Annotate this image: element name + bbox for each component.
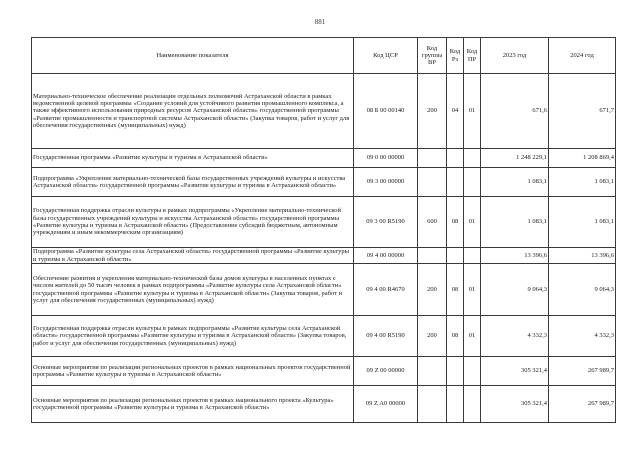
- header-name: Наименование показателя: [32, 38, 354, 74]
- row-vr: 200: [418, 264, 447, 316]
- row-pr: [464, 248, 481, 264]
- row-rz: 08: [447, 316, 464, 357]
- row-name: Государственная поддержка отрасли культуры в рамках подпрограммы «Укрепление материально-технической базы государственных учреждений культуры и искусства Астраханской области» государственной программы «Развитие культуры и туризма в Астраханской области» (Предоставление субсидий бюджетным, автономным учреждениям и иным некоммерческим организациям): [32, 197, 354, 248]
- budget-table: [31, 37, 616, 423]
- row-name: Основные мероприятия по реализации региональных проектов в рамках национальных проектов государственной программы «Развитие культуры и туризма в Астраханской области»: [32, 357, 354, 386]
- row-rz: [447, 149, 464, 168]
- table-row: [32, 264, 616, 316]
- row-name: Государственная программа «Развитие культуры и туризма в Астраханской области»: [32, 149, 354, 168]
- row-pr: [464, 386, 481, 423]
- row-csr: 09 0 00 00000: [354, 149, 418, 168]
- table-row: [32, 197, 616, 248]
- row-vr: [418, 149, 447, 168]
- row-pr: 01: [464, 74, 481, 149]
- row-2024: 267 989,7: [549, 386, 616, 423]
- header-vr: Код группы ВР: [418, 38, 447, 74]
- row-2024: 1 208 869,4: [549, 149, 616, 168]
- row-pr: [464, 168, 481, 197]
- row-2024: 9 064,3: [549, 264, 616, 316]
- row-vr: 600: [418, 197, 447, 248]
- row-name: Материально-техническое обеспечение реализации отдельных полномочий Астраханской области в рамках ведомственной целевой программы «Создание условий для устойчивого развития промышленного комплекса, а также эффективного использования природных ресурсов Астраханской области» государственной программы «Развитие промышленности и транспортной системы Астраханской области» (Закупка товаров, работ и услуг для обеспечения государственных (муниципальных) нужд): [32, 74, 354, 149]
- row-name: Основные мероприятия по реализации региональных проектов в рамках национального проекта «Культура» государственной программы «Развитие культуры и туризма в Астраханской области»: [32, 386, 354, 423]
- row-rz: [447, 248, 464, 264]
- row-vr: [418, 386, 447, 423]
- row-2024: 4 332,3: [549, 316, 616, 357]
- row-2023: 1 083,1: [481, 197, 549, 248]
- header-row: [32, 38, 616, 74]
- table-row: [32, 248, 616, 264]
- row-name: Государственная поддержка отрасли культуры в рамках подпрограммы «Развитие культуры села Астраханской области» государственной программы «Развитие культуры и туризма в Астраханской области» (Закупка товаров, работ и услуг для обеспечения государственных (муниципальных) нужд): [32, 316, 354, 357]
- row-pr: 01: [464, 316, 481, 357]
- row-name: Подпрограмма «Укрепление материально-технической базы государственных учреждений культуры и искусства Астраханской области» государственной программы «Развитие культуры и туризма в Астраханской области»: [32, 168, 354, 197]
- table-row: [32, 149, 616, 168]
- row-2023: 4 332,3: [481, 316, 549, 357]
- row-vr: [418, 168, 447, 197]
- row-rz: 04: [447, 74, 464, 149]
- row-pr: [464, 149, 481, 168]
- row-name: Подпрограмма «Развитие культуры села Астраханской области» государственной программы «Развитие культуры и туризма в Астраханской области»: [32, 248, 354, 264]
- header-2024: 2024 год: [549, 38, 616, 74]
- row-vr: 200: [418, 316, 447, 357]
- row-2024: 1 083,1: [549, 168, 616, 197]
- row-2024: 13 396,6: [549, 248, 616, 264]
- row-rz: [447, 357, 464, 386]
- row-2024: 671,7: [549, 74, 616, 149]
- table-row: [32, 357, 616, 386]
- row-2023: 9 064,3: [481, 264, 549, 316]
- row-csr: 09 4 00 00000: [354, 248, 418, 264]
- row-2024: 267 989,7: [549, 357, 616, 386]
- row-2023: 671,6: [481, 74, 549, 149]
- row-vr: [418, 248, 447, 264]
- table-row: [32, 74, 616, 149]
- row-csr: 09 3 00 00000: [354, 168, 418, 197]
- table-row: [32, 168, 616, 197]
- table-row: [32, 316, 616, 357]
- row-pr: [464, 357, 481, 386]
- row-vr: [418, 357, 447, 386]
- row-vr: 200: [418, 74, 447, 149]
- row-2023: 13 396,6: [481, 248, 549, 264]
- row-rz: [447, 386, 464, 423]
- table-row: [32, 386, 616, 423]
- row-csr: 09 3 00 R5190: [354, 197, 418, 248]
- row-csr: 09 Z 00 00000: [354, 357, 418, 386]
- row-pr: 01: [464, 264, 481, 316]
- row-csr: 09 4 00 R5190: [354, 316, 418, 357]
- row-pr: 01: [464, 197, 481, 248]
- row-2023: 1 248 229,1: [481, 149, 549, 168]
- header-rz: Код Рз: [447, 38, 464, 74]
- page-number: 881: [314, 18, 326, 26]
- header-pr: Код ПР: [464, 38, 481, 74]
- row-2023: 305 321,4: [481, 386, 549, 423]
- row-rz: 08: [447, 197, 464, 248]
- row-rz: 08: [447, 264, 464, 316]
- row-csr: 09 Z A0 00000: [354, 386, 418, 423]
- row-2024: 1 083,1: [549, 197, 616, 248]
- row-2023: 1 083,1: [481, 168, 549, 197]
- header-2023: 2023 год: [481, 38, 549, 74]
- row-csr: 08 Б 00 00140: [354, 74, 418, 149]
- row-name: Обеспечение развития и укрепления материально-технической базы домов культуры в населенных пунктах с числом жителей до 50 тысяч человек в рамках подпрограммы «Развитие культуры села Астраханской области» государственной программы «Развитие культуры и туризма в Астраханской области» (Закупка товаров, работ и услуг для обеспечения государственных (муниципальных) нужд): [32, 264, 354, 316]
- row-csr: 09 4 00 R4670: [354, 264, 418, 316]
- header-csr: Код ЦСР: [354, 38, 418, 74]
- row-rz: [447, 168, 464, 197]
- row-2023: 305 321,4: [481, 357, 549, 386]
